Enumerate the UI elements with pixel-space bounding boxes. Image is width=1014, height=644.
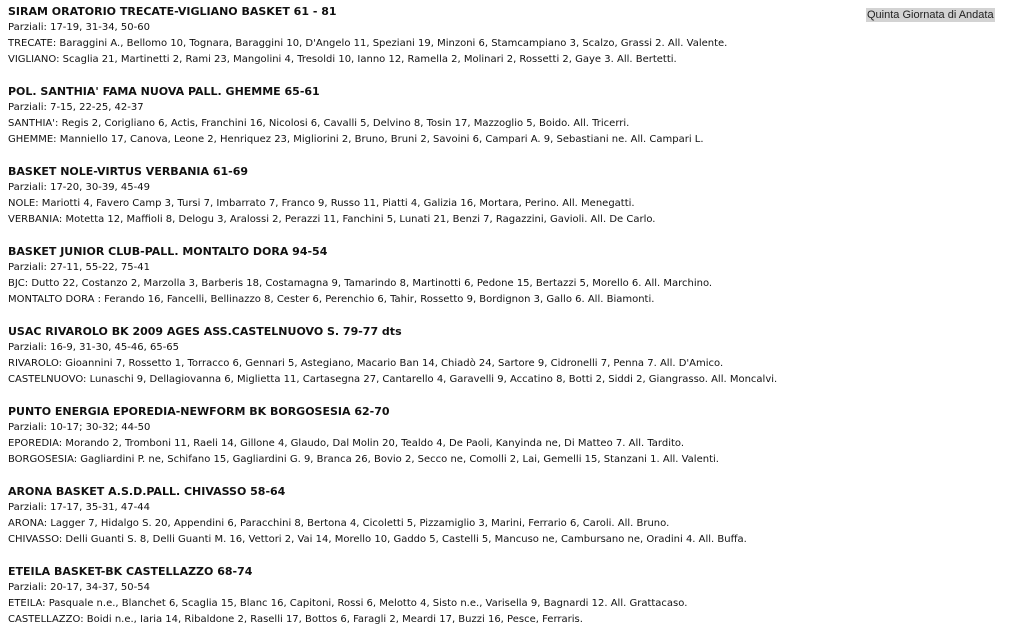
away-lineup: CASTELLAZZO: Boidi n.e., Iaria 14, Ribaldone 2, Raselli 17, Bottos 6, Faragli 2, Meardi 17, Buzzi 16, Pesce, Ferraris. [8,614,583,625]
game-result [8,164,858,244]
away-lineup: VIGLIANO: Scaglia 21, Martinetti 2, Rami 23, Mangolini 4, Tresoldi 10, Ianno 12, Ramella 2, Molinari 2, Rossetti 2, Gaye 3. All. Bertetti. [8,54,677,65]
home-lineup: RIVAROLO: Gioannini 7, Rossetto 1, Torracco 6, Gennari 5, Astegiano, Macario Ban 14, Chiadò 24, Sartore 9, Cidronelli 7, Penna 7. All. D'Amico. [8,358,724,369]
away-lineup: CASTELNUOVO: Lunaschi 9, Dellagiovanna 6, Miglietta 11, Cartasegna 27, Cantarello 4, Garavelli 9, Accatino 8, Botti 2, Siddi 2, Giangrasso. All. Moncalvi. [8,374,778,385]
game-partials: Parziali: 16-9, 31-30, 45-46, 65-65 [8,342,180,353]
away-lineup: VERBANIA: Motetta 12, Maffioli 8, Delogu 3, Aralossi 2, Perazzi 11, Fanchini 5, Lunati 21, Benzi 7, Ragazzini, Gavioli. All. De Carlo. [8,214,656,225]
results-list [8,4,858,644]
game-title: BASKET NOLE-VIRTUS VERBANIA 61-69 [8,165,249,178]
home-lineup: SANTHIA': Regis 2, Corigliano 6, Actis, Franchini 16, Nicolosi 6, Cavalli 5, Delvino 8, Tosin 17, Mazzoglio 5, Boido. All. Tricerri. [8,118,630,129]
game-title: ETEILA BASKET-BK CASTELLAZZO 68-74 [8,565,253,578]
away-lineup: MONTALTO DORA : Ferando 16, Fancelli, Bellinazzo 8, Cester 6, Perenchio 6, Tahir, Rossetto 9, Bordignon 3, Gallo 6. All. Biamonti. [8,294,655,305]
game-partials: Parziali: 17-17, 35-31, 47-44 [8,502,150,513]
game-partials: Parziali: 10-17; 30-32; 44-50 [8,422,151,433]
round-label: Quinta Giornata di Andata [867,9,994,21]
game-title: PUNTO ENERGIA EPOREDIA-NEWFORM BK BORGOSESIA 62-70 [8,405,390,418]
game-result [8,4,858,84]
away-lineup: GHEMME: Manniello 17, Canova, Leone 2, Henriquez 23, Migliorini 2, Bruno, Bruni 2, Savoini 6, Campari A. 9, Sebastiani ne. All. Campari L. [8,134,704,145]
game-title: POL. SANTHIA' FAMA NUOVA PALL. GHEMME 65-61 [8,85,320,98]
game-result [8,484,858,564]
game-title: USAC RIVAROLO BK 2009 AGES ASS.CASTELNUOVO S. 79-77 dts [8,325,402,338]
game-partials: Parziali: 17-20, 30-39, 45-49 [8,182,150,193]
game-result [8,324,858,404]
away-lineup: CHIVASSO: Delli Guanti S. 8, Delli Guanti M. 16, Vettori 2, Vai 14, Morello 10, Gaddo 5, Castelli 5, Mancuso ne, Cambursano ne, Oradini 4. All. Buffa. [8,534,747,545]
game-result [8,404,858,484]
game-partials: Parziali: 20-17, 34-37, 50-54 [8,582,150,593]
home-lineup: EPOREDIA: Morando 2, Tromboni 11, Raeli 14, Gillone 4, Glaudo, Dal Molin 20, Tealdo 4, De Paoli, Kanyinda ne, Di Matteo 7. All. Tardito. [8,438,685,449]
game-partials: Parziali: 7-15, 22-25, 42-37 [8,102,144,113]
away-lineup: BORGOSESIA: Gagliardini P. ne, Schifano 15, Gagliardini G. 9, Branca 26, Bovio 2, Secco ne, Comolli 2, Lai, Gemelli 15, Stanzani 1. All. Valenti. [8,454,719,465]
home-lineup: ARONA: Lagger 7, Hidalgo S. 20, Appendini 6, Paracchini 8, Bertona 4, Cicoletti 5, Pizzamiglio 3, Marini, Ferrario 6, Caroli. All. Bruno. [8,518,670,529]
home-lineup: BJC: Dutto 22, Costanzo 2, Marzolla 3, Barberis 18, Costamagna 9, Tamarindo 8, Martinotti 6, Pedone 15, Bertazzi 5, Morello 6. All. Marchino. [8,278,713,289]
game-title: ARONA BASKET A.S.D.PALL. CHIVASSO 58-64 [8,485,286,498]
home-lineup: TRECATE: Baraggini A., Bellomo 10, Tognara, Baraggini 10, D'Angelo 11, Speziani 19, Minzoni 6, Stamcampiano 3, Scalzo, Grassi 2. All. Valente. [8,38,728,49]
home-lineup: ETEILA: Pasquale n.e., Blanchet 6, Scaglia 15, Blanc 16, Capitoni, Rossi 6, Melotto 4, Sisto n.e., Varisella 9, Bagnardi 12. All. Grattacaso. [8,598,688,609]
game-title: SIRAM ORATORIO TRECATE-VIGLIANO BASKET 61 - 81 [8,5,337,18]
game-partials: Parziali: 27-11, 55-22, 75-41 [8,262,150,273]
game-title: BASKET JUNIOR CLUB-PALL. MONTALTO DORA 94-54 [8,245,328,258]
home-lineup: NOLE: Mariotti 4, Favero Camp 3, Tursi 7, Imbarrato 7, Franco 9, Russo 11, Piatti 4, Galizia 16, Mortara, Perino. All. Menegatti. [8,198,635,209]
game-result [8,84,858,164]
game-partials: Parziali: 17-19, 31-34, 50-60 [8,22,150,33]
game-result [8,244,858,324]
game-result [8,564,858,644]
